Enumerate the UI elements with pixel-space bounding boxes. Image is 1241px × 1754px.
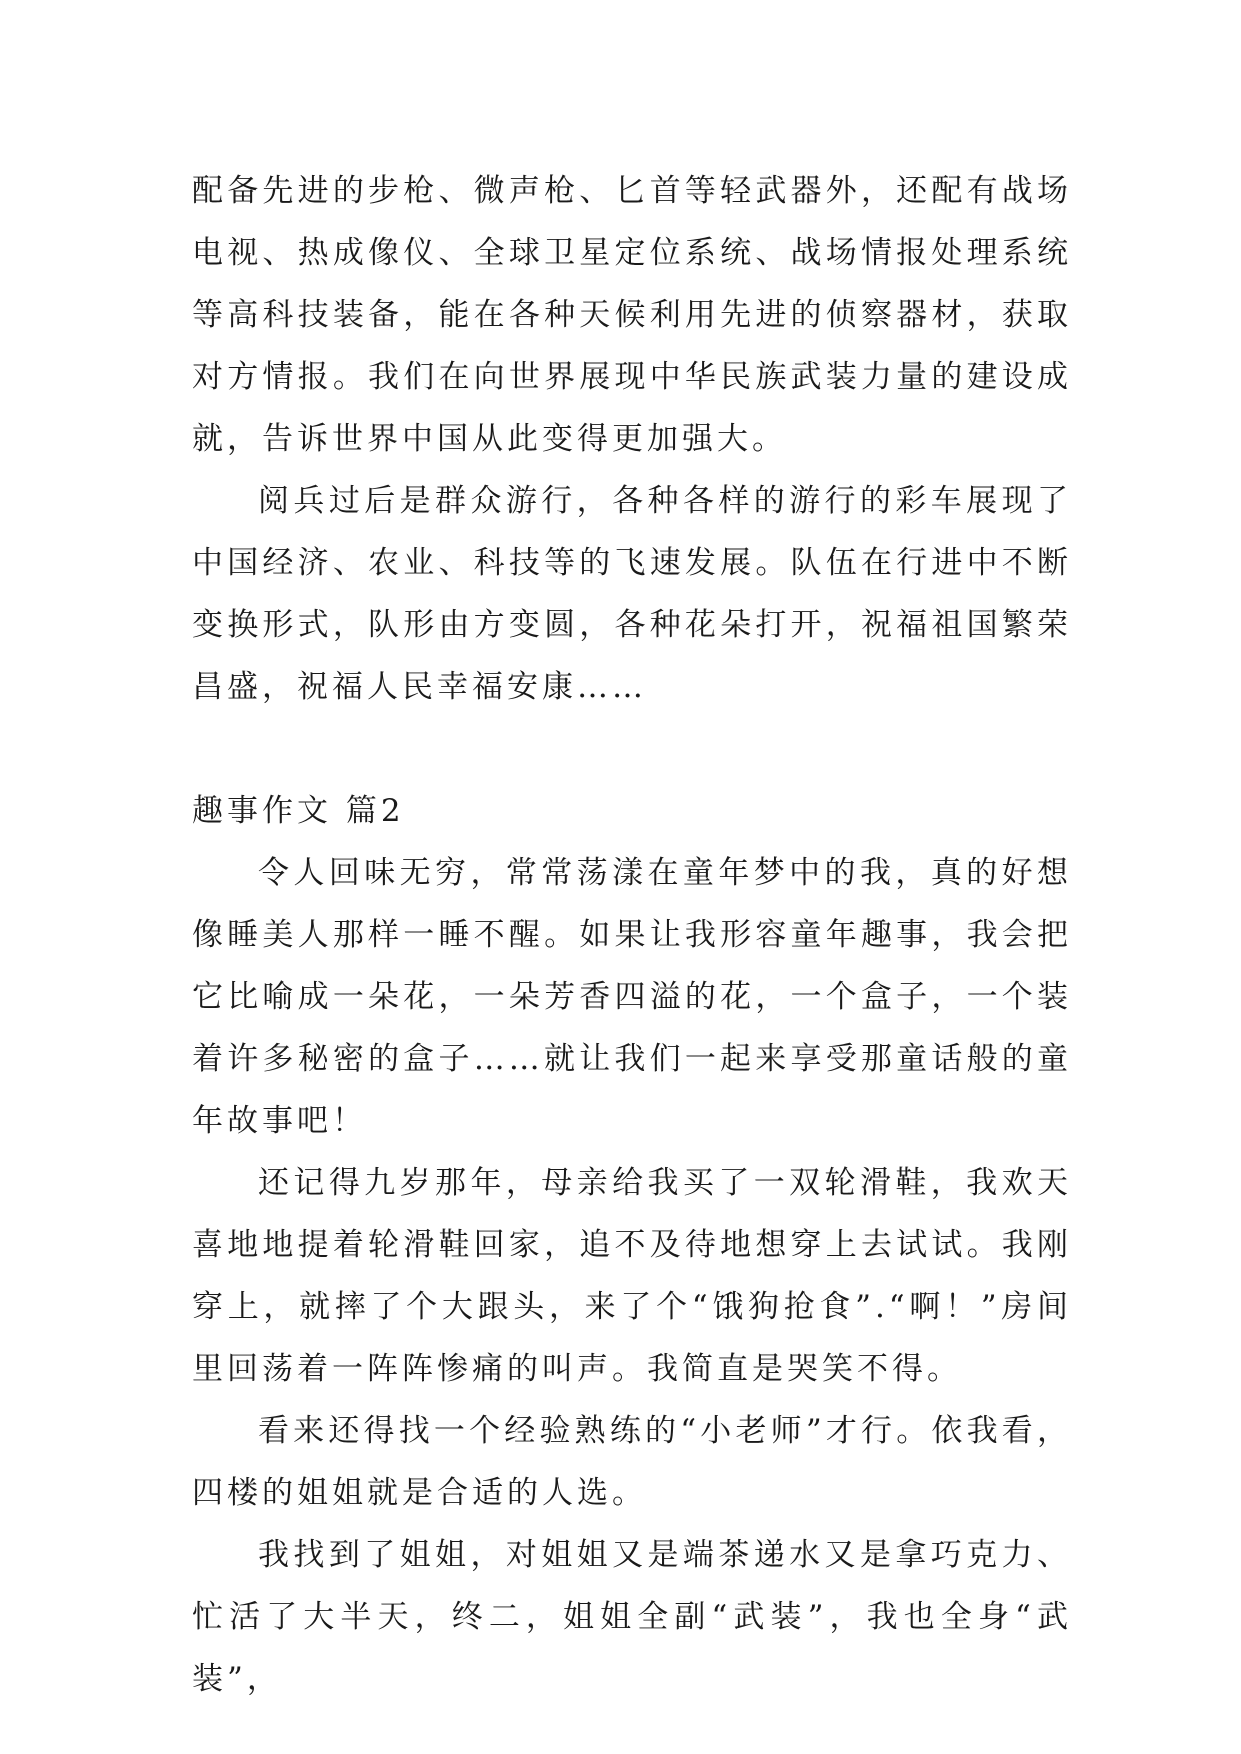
document-body: [192, 160, 1072, 1710]
paragraph-intro: 令人回味无穷，常常荡漾在童年梦中的我，真的好想像睡美人那样一睡不醒。如果让我形容童年趣事，我会把它比喻成一朵花，一朵芳香四溢的花，一个盒子，一个装着许多秘密的盒子……就让我们一起来享受那童话般的童年故事吧！: [192, 855, 1072, 1139]
paragraph-skates: 还记得九岁那年，母亲给我买了一双轮滑鞋，我欢天喜地地提着轮滑鞋回家，追不及待地想穿上去试试。我刚穿上，就摔了个大跟头，来了个“饿狗抢食”.“啊！”房间里回荡着一阵阵惨痛的叫声。我简直是哭笑不得。: [192, 1165, 1072, 1387]
paragraph-sister: 我找到了姐姐，对姐姐又是端茶递水又是拿巧克力、忙活了大半天，终二，姐姐全副“武装”，我也全身“武装”，: [192, 1537, 1072, 1697]
paragraph-teacher: 看来还得找一个经验熟练的“小老师”才行。依我看，四楼的姐姐就是合适的人选。: [192, 1413, 1072, 1511]
paragraph-parade: 阅兵过后是群众游行，各种各样的游行的彩车展现了中国经济、农业、科技等的飞速发展。队伍在行进中不断变换形式，队形由方变圆，各种花朵打开，祝福祖国繁荣昌盛，祝福人民幸福安康……: [192, 483, 1072, 705]
section-heading: 趣事作文 篇2: [192, 793, 405, 829]
paragraph-continuation: 配备先进的步枪、微声枪、匕首等轻武器外，还配有战场电视、热成像仪、全球卫星定位系统、战场情报处理系统等高科技装备，能在各种天候利用先进的侦察器材，获取对方情报。我们在向世界展现中华民族武装力量的建设成就，告诉世界中国从此变得更加强大。: [192, 173, 1072, 457]
